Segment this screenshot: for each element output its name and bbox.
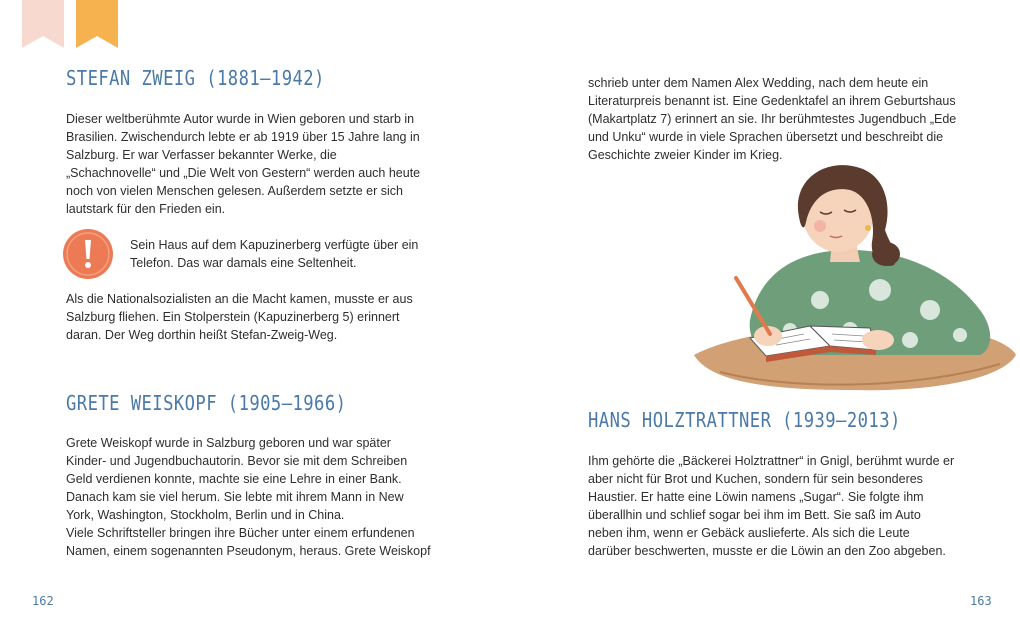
page-number-left: 162: [32, 594, 54, 608]
paragraph-stefan-zweig-flight: Als die Nationalsozialisten an die Macht kamen, musste er aus Salzburg fliehen. Ein Stolperstein (Kapuzinerberg 5) erinnert daran. Der Weg dorthin heißt Stefan-Zweig-Weg.: [66, 292, 413, 342]
paragraph-grete-weiskopf-pseudonym: Viele Schriftsteller bringen ihre Bücher unter einem erfundenen Namen, einem sogenannten Pseudonym, heraus. Grete Weiskopf: [66, 526, 431, 558]
page-number-right: 163: [970, 594, 992, 608]
paragraph-grete-weiskopf-bio: Grete Weiskopf wurde in Salzburg geboren und war später Kinder- und Jugendbuchautorin. Bevor sie mit dem Schreiben Geld verdienen konnte, machte sie eine Lehre in einer Bank. Danach kam sie viel herum. Sie lebte mit ihrem Mann in New York, Washington, Stockholm, Berlin und in China.: [66, 436, 408, 522]
bookmark-ribbon-icon: [76, 0, 118, 48]
heading-grete-weiskopf: GRETE WEISKOPF (1905–1966): [66, 391, 347, 415]
heading-stefan-zweig: STEFAN ZWEIG (1881–1942): [66, 66, 325, 90]
right-page: [510, 0, 1020, 639]
heading-hans-holztrattner: HANS HOLZTRATTNER (1939–2013): [588, 408, 901, 432]
paragraph-hans-holztrattner-bio: Ihm gehörte die „Bäckerei Holztrattner“ in Gnigl, berühmt wurde er aber nicht für Brot und Kuchen, sondern für sein besonderes Haustier. Er hatte eine Löwin namens „Sugar“. Sie folgte ihm überallhin und schlief sogar bei ihm im Bett. Sie saß im Auto neben ihm, wenn er Gebäck auslieferte. Als sich die Leute darüber beschwerten, musste er die Löwin an den Zoo abgeben.: [588, 454, 955, 558]
paragraph-stefan-zweig-bio: Dieser weltberühmte Autor wurde in Wien geboren und starb in Brasilien. Zwischendurch lebte er ab 1919 über 15 Jahre lang in Salzburg. Er war Verfasser bekannter Werke, die „Schachnovelle“ und „Die Welt von Gestern“ werden auch heute noch von vielen Menschen gelesen. Außerdem setzte er sich lautstark für den Frieden ein.: [66, 112, 421, 216]
woman-writing-illustration: [680, 150, 1016, 400]
note-text: Sein Haus auf dem Kapuzinerberg verfügte über ein Telefon. Das war damals eine Seltenheit.: [130, 238, 419, 270]
exclamation-circle-icon: [62, 228, 114, 280]
bookmark-ribbon-icon: [22, 0, 64, 48]
paragraph-grete-weiskopf-continuation: schrieb unter dem Namen Alex Wedding, nach dem heute ein Literaturpreis benannt ist. Eine Gedenktafel an ihrem Geburtshaus (Makartplatz 7) erinnert an sie. Ihr berühmtestes Jugendbuch „Ede und Unku“ wurde in viele Sprachen übersetzt und beschreibt die Geschichte zweier Kinder im Krieg.: [588, 76, 957, 162]
